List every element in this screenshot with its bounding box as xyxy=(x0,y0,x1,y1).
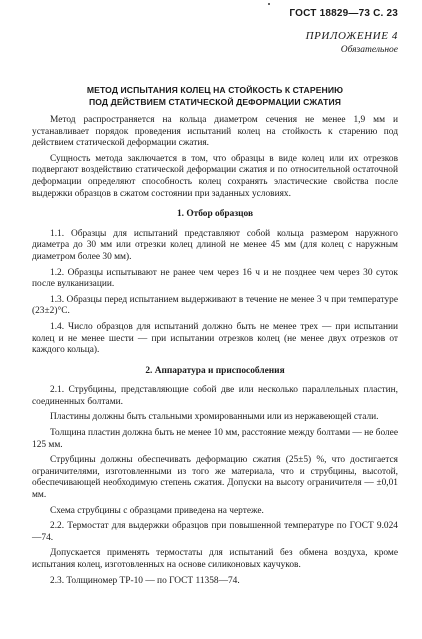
appendix-block xyxy=(306,30,398,55)
paragraph: 2.2. Термостат для выдержки образцов при повышенной температуре по ГОСТ 9.024—74. xyxy=(32,521,398,543)
method-title xyxy=(32,84,398,108)
paragraph: Схема струбцины с образцами приведена на чертеже. xyxy=(50,505,264,516)
title-line-2: ПОД ДЕЙСТВИЕМ СТАТИЧЕСКОЙ ДЕФОРМАЦИИ СЖАТИЯ xyxy=(88,97,342,107)
paragraph: 1.3. Образцы перед испытанием выдерживают в течение не менее 3 ч при температуре (23±2)°С. xyxy=(32,294,398,317)
section-heading: 2. Аппаратура и приспособления xyxy=(145,365,285,376)
intro-paragraph: Метод распространяется на кольца диаметром сечения не менее 1,9 мм и устанавливает порядок проведения испытаний колец на стойкость к старению под действием статической деформации сжатия. xyxy=(32,115,398,149)
paragraph: 2.3. Толщиномер ТР-10 — по ГОСТ 11358—74. xyxy=(50,575,240,586)
paragraph: 1.1. Образцы для испытаний представляют собой кольца размером наружного диаметра до 30 мм или отрезки колец длиной не менее 45 мм (для колец с наружным диаметром более 30 мм). xyxy=(32,228,398,262)
appendix-label: ПРИЛОЖЕНИЕ 4 xyxy=(305,30,398,42)
paragraph: 1.2. Образцы испытывают не ранее чем через 16 ч и не позднее чем через 30 суток после вулканизации. xyxy=(32,267,398,290)
section-heading: 1. Отбор образцов xyxy=(176,209,254,220)
page-header-code: ГОСТ 18829—73 С. 23 xyxy=(289,8,398,19)
paragraph: Струбцины должны обеспечивать деформацию сжатия (25±5) %, что достигается ограничителями, изготовленными из того же материала, что и струбцины, высотой, обеспечивающей необходимую степень сжатия. Допуски на высоту ограничителя — ±0,01 мм. xyxy=(32,455,398,501)
appendix-status: Обязательное xyxy=(340,45,398,55)
paragraph: 2.1. Струбцины, представляющие собой две или несколько параллельных пластин, соединенных болтами. xyxy=(32,385,398,407)
paragraph: Пластины должны быть стальными хромированными или из нержавеющей стали. xyxy=(50,412,379,423)
paragraph: Допускается применять термостаты для испытаний без обмена воздуха, кроме испытания колец, изготовленных на основе силиконовых каучуков. xyxy=(32,548,398,570)
document-body xyxy=(32,115,398,591)
paragraph: 1.4. Число образцов для испытаний должно быть не менее трех — при испытании колец и не менее шести — при испытании отрезков колец (не менее двух отрезков от каждого кольца). xyxy=(32,321,398,356)
intro-paragraph: Сущность метода заключается в том, что образцы в виде колец или их отрезков подвергают воздействию статической деформации сжатия и по относительной остаточной деформации определяют способность колец сохранять эластические свойства после выдержки образцов в сжатом состоянии при заданных условиях. xyxy=(32,153,398,199)
title-line-1: МЕТОД ИСПЫТАНИЯ КОЛЕЦ НА СТОЙКОСТЬ К СТАРЕНИЮ xyxy=(86,85,344,95)
paragraph: Толщина пластин должна быть не менее 10 мм, расстояние между болтами — не более 125 мм. xyxy=(32,428,399,450)
scan-speck xyxy=(268,3,270,5)
